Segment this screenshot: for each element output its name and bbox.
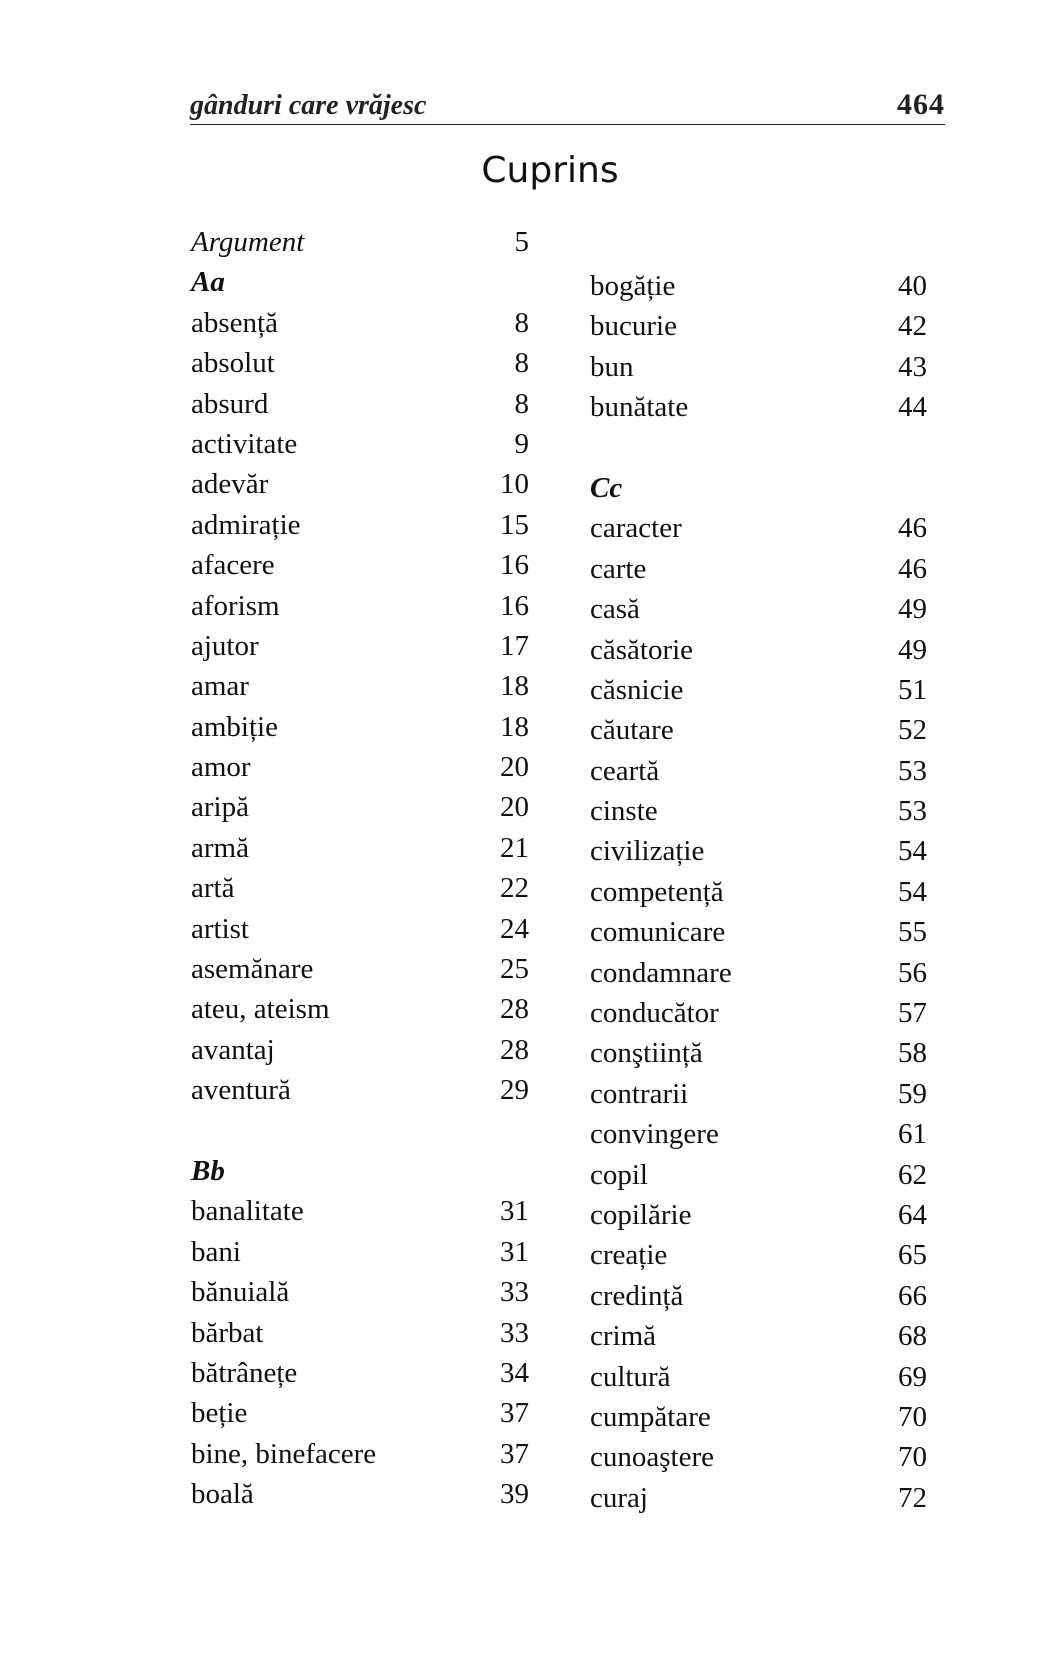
toc-page-number: 10 xyxy=(500,468,529,501)
toc-term: amar xyxy=(191,670,249,703)
toc-entry xyxy=(191,1474,529,1514)
toc-page-number: 8 xyxy=(514,347,529,380)
toc-page-number: 8 xyxy=(514,306,529,339)
toc-page-number: 46 xyxy=(898,552,927,585)
toc-term: copil xyxy=(590,1158,648,1191)
toc-term: Bb xyxy=(191,1154,225,1187)
toc-entry xyxy=(191,1434,529,1474)
toc-term: comunicare xyxy=(590,916,726,949)
toc-page-number: 39 xyxy=(500,1478,529,1511)
toc-page-number: 21 xyxy=(500,831,529,864)
toc-entry xyxy=(191,787,529,827)
toc-entry xyxy=(191,1272,529,1312)
toc-term: bani xyxy=(191,1235,241,1268)
toc-page-number: 31 xyxy=(500,1235,529,1268)
toc-page-number: 69 xyxy=(898,1360,927,1393)
toc-column-right xyxy=(590,266,927,1518)
toc-page-number: 54 xyxy=(898,835,927,868)
toc-page-number: 54 xyxy=(898,875,927,908)
toc-term: căutare xyxy=(590,714,674,747)
letter-heading xyxy=(191,1151,529,1191)
toc-page-number: 18 xyxy=(500,670,529,703)
toc-entry xyxy=(191,1191,529,1231)
toc-page-number: 28 xyxy=(500,993,529,1026)
toc-term: conştiință xyxy=(590,1037,703,1070)
toc-entry xyxy=(191,949,529,989)
toc-entry xyxy=(191,1313,529,1353)
toc-entry xyxy=(191,586,529,626)
toc-term: căsnicie xyxy=(590,673,684,706)
toc-page-number: 18 xyxy=(500,710,529,743)
toc-entry xyxy=(590,912,927,952)
toc-entry xyxy=(590,347,927,387)
toc-term: aripă xyxy=(191,791,249,824)
toc-term: ateu, ateism xyxy=(191,993,330,1026)
toc-term: bărbat xyxy=(191,1316,264,1349)
toc-entry xyxy=(590,1357,927,1397)
toc-page-number: 16 xyxy=(500,549,529,582)
toc-entry xyxy=(590,1155,927,1195)
toc-page-number: 46 xyxy=(898,512,927,545)
toc-term: ajutor xyxy=(191,629,259,662)
toc-page-number: 29 xyxy=(500,1074,529,1107)
toc-page-number: 53 xyxy=(898,795,927,828)
toc-term: convingere xyxy=(590,1118,719,1151)
toc-term: cumpătare xyxy=(590,1400,711,1433)
toc-page-number: 16 xyxy=(500,589,529,622)
toc-entry xyxy=(590,1195,927,1235)
toc-entry xyxy=(590,1397,927,1437)
toc-term: asemănare xyxy=(191,953,314,986)
toc-term: activitate xyxy=(191,427,298,460)
toc-page-number: 37 xyxy=(500,1437,529,1470)
toc-page-number: 64 xyxy=(898,1198,927,1231)
toc-term: carte xyxy=(590,552,647,585)
toc-term: artă xyxy=(191,872,235,905)
toc-entry xyxy=(590,1033,927,1073)
spacer xyxy=(191,1111,529,1151)
running-title: gânduri care vrăjesc xyxy=(190,90,427,121)
toc-page-number: 49 xyxy=(898,593,927,626)
toc-page-number: 66 xyxy=(898,1279,927,1312)
toc-entry xyxy=(590,791,927,831)
toc-term: aforism xyxy=(191,589,280,622)
toc-term: artist xyxy=(191,912,249,945)
toc-page-number: 65 xyxy=(898,1239,927,1272)
toc-page-number: 25 xyxy=(500,953,529,986)
toc-page-number: 58 xyxy=(898,1037,927,1070)
toc-page-number: 33 xyxy=(500,1276,529,1309)
toc-term: absurd xyxy=(191,387,269,420)
toc-term: bucurie xyxy=(590,310,677,343)
toc-term: ceartă xyxy=(590,754,660,787)
toc-term: banalitate xyxy=(191,1195,304,1228)
toc-entry xyxy=(191,222,529,262)
toc-entry xyxy=(191,424,529,464)
toc-term: conducător xyxy=(590,997,719,1030)
toc-entry xyxy=(590,549,927,589)
toc-term: absență xyxy=(191,306,278,339)
toc-entry xyxy=(191,1030,529,1070)
toc-entry xyxy=(191,343,529,383)
toc-entry xyxy=(590,953,927,993)
toc-page-number: 17 xyxy=(500,629,529,662)
toc-entry xyxy=(191,545,529,585)
toc-entry xyxy=(191,989,529,1029)
toc-page-number: 40 xyxy=(898,270,927,302)
toc-term: civilizație xyxy=(590,835,705,868)
toc-term: cinste xyxy=(590,795,658,828)
toc-entry xyxy=(590,1316,927,1356)
toc-page-number: 56 xyxy=(898,956,927,989)
toc-term: bine, binefacere xyxy=(191,1437,377,1470)
toc-entry xyxy=(191,868,529,908)
toc-term: admirație xyxy=(191,508,301,541)
toc-page-number: 37 xyxy=(500,1397,529,1430)
toc-entry xyxy=(590,508,927,548)
toc-term: beție xyxy=(191,1397,248,1430)
toc-term: caracter xyxy=(590,512,682,545)
toc-page-number: 20 xyxy=(500,791,529,824)
toc-page-number: 5 xyxy=(514,226,529,258)
toc-entry xyxy=(191,1393,529,1433)
toc-term: cultură xyxy=(590,1360,671,1393)
toc-entry xyxy=(590,1114,927,1154)
toc-page-number: 62 xyxy=(898,1158,927,1191)
toc-term: creație xyxy=(590,1239,668,1272)
toc-page-number: 43 xyxy=(898,350,927,383)
toc-page-number: 70 xyxy=(898,1400,927,1433)
toc-column-left xyxy=(191,222,529,1515)
toc-page-number: 33 xyxy=(500,1316,529,1349)
toc-page-number: 24 xyxy=(500,912,529,945)
toc-term: bătrânețe xyxy=(191,1356,298,1389)
toc-term: crimă xyxy=(590,1320,657,1353)
toc-entry xyxy=(590,751,927,791)
toc-entry xyxy=(590,589,927,629)
toc-term: contrarii xyxy=(590,1077,689,1110)
toc-entry xyxy=(590,670,927,710)
toc-page-number: 57 xyxy=(898,997,927,1030)
toc-entry xyxy=(191,707,529,747)
toc-term: condamnare xyxy=(590,956,732,989)
toc-term: Aa xyxy=(191,266,225,299)
toc-page-number: 31 xyxy=(500,1195,529,1228)
toc-entry xyxy=(590,1074,927,1114)
toc-entry xyxy=(191,666,529,706)
toc-term: curaj xyxy=(590,1481,648,1514)
toc-entry xyxy=(191,909,529,949)
toc-entry xyxy=(191,626,529,666)
toc-term: bunătate xyxy=(590,391,689,424)
toc-term: cunoaştere xyxy=(590,1441,714,1474)
toc-entry xyxy=(590,1276,927,1316)
toc-page-number: 34 xyxy=(500,1356,529,1389)
toc-page-number: 8 xyxy=(514,387,529,420)
spacer xyxy=(590,428,927,468)
toc-entry xyxy=(590,1235,927,1275)
toc-page-number: 28 xyxy=(500,1033,529,1066)
toc-term: copilărie xyxy=(590,1198,692,1231)
toc-entry xyxy=(590,387,927,427)
toc-term: ambiție xyxy=(191,710,278,743)
toc-term: amor xyxy=(191,751,251,784)
toc-page-number: 61 xyxy=(898,1118,927,1151)
toc-page-number: 44 xyxy=(898,391,927,424)
running-header xyxy=(190,84,945,125)
toc-page-number: 49 xyxy=(898,633,927,666)
toc-entry xyxy=(191,303,529,343)
toc-entry xyxy=(191,1353,529,1393)
toc-page-number: 52 xyxy=(898,714,927,747)
toc-entry xyxy=(191,1232,529,1272)
toc-entry xyxy=(590,710,927,750)
toc-page-number: 15 xyxy=(500,508,529,541)
page-number: 464 xyxy=(897,88,945,121)
toc-term: avantaj xyxy=(191,1033,275,1066)
letter-heading xyxy=(590,468,927,508)
toc-page-number: 9 xyxy=(514,427,529,460)
toc-term: armă xyxy=(191,831,249,864)
toc-term: credință xyxy=(590,1279,684,1312)
toc-page-number: 20 xyxy=(500,751,529,784)
toc-page-number: 22 xyxy=(500,872,529,905)
toc-page-number: 70 xyxy=(898,1441,927,1474)
toc-term: casă xyxy=(590,593,640,626)
toc-entry xyxy=(590,266,927,306)
toc-term: bogăție xyxy=(590,270,676,302)
toc-term: afacere xyxy=(191,549,275,582)
toc-entry xyxy=(191,464,529,504)
toc-term: Cc xyxy=(590,471,623,504)
toc-term: Argument xyxy=(191,226,305,258)
toc-entry xyxy=(590,306,927,346)
toc-term: boală xyxy=(191,1478,254,1511)
toc-term: competență xyxy=(590,875,724,908)
letter-heading xyxy=(191,262,529,302)
page-title: Cuprins xyxy=(481,150,619,191)
toc-entry xyxy=(590,831,927,871)
toc-entry xyxy=(590,1478,927,1518)
toc-page-number: 55 xyxy=(898,916,927,949)
toc-page-number: 53 xyxy=(898,754,927,787)
toc-entry xyxy=(590,993,927,1033)
toc-page-number: 72 xyxy=(898,1481,927,1514)
toc-page-number: 59 xyxy=(898,1077,927,1110)
toc-entry xyxy=(191,505,529,545)
toc-entry xyxy=(191,828,529,868)
toc-term: adevăr xyxy=(191,468,269,501)
toc-term: absolut xyxy=(191,347,275,380)
toc-page-number: 68 xyxy=(898,1320,927,1353)
toc-entry xyxy=(590,1437,927,1477)
toc-term: bun xyxy=(590,350,634,383)
toc-term: căsătorie xyxy=(590,633,694,666)
toc-term: bănuială xyxy=(191,1276,290,1309)
toc-entry xyxy=(191,384,529,424)
toc-page-number: 42 xyxy=(898,310,927,343)
toc-page-number: 51 xyxy=(898,673,927,706)
toc-entry xyxy=(191,1070,529,1110)
toc-entry xyxy=(590,630,927,670)
toc-entry xyxy=(191,747,529,787)
toc-term: aventură xyxy=(191,1074,291,1107)
toc-entry xyxy=(590,872,927,912)
